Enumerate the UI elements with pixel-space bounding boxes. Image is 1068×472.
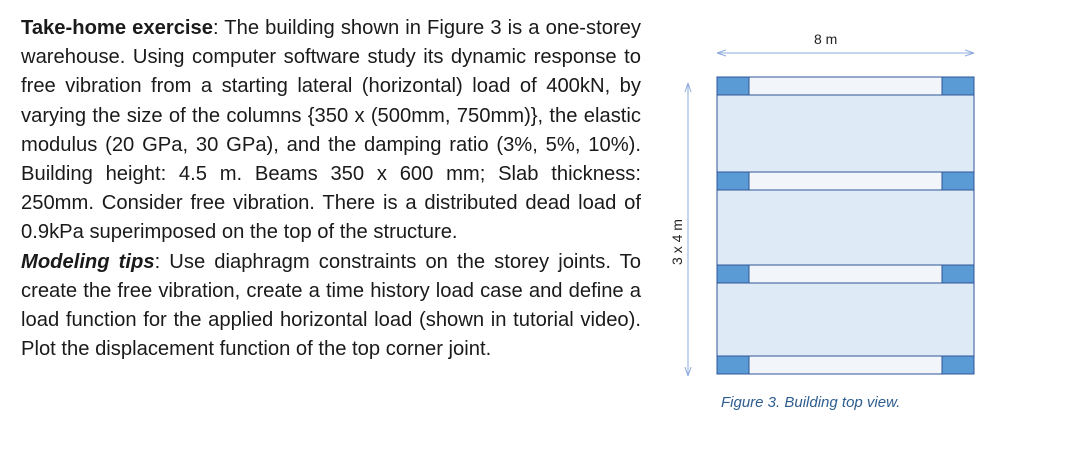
column-left-4 — [717, 356, 749, 374]
exercise-text — [21, 14, 641, 364]
slab-outline — [717, 77, 974, 374]
height-dimension-label: 3 x 4 m — [669, 219, 685, 265]
figure-caption: Figure 3. Building top view. — [721, 394, 901, 411]
beam-2 — [749, 172, 942, 190]
column-right-1 — [942, 77, 974, 95]
beam-4 — [749, 356, 942, 374]
exercise-body: : The building shown in Figure 3 is a one-storey warehouse. Using computer software study its dynamic response to free vibration from a starting lateral (horizontal) load of 400kN, by varying the size of the columns {350 x (500mm, 750mm)}, the elastic modulus (20 GPa, 30 GPa), and the damping ratio (3%, 5%, 10%). Building height: 4.5 m. Beams 350 x 600 mm; Slab thickness: 250mm. Consider free vibration. There is a distributed dead load of 0.9kPa superimposed on the top of the structure. — [21, 17, 641, 244]
beam-3 — [749, 265, 942, 283]
tips-title: Modeling tips — [21, 250, 155, 273]
column-right-4 — [942, 356, 974, 374]
column-right-3 — [942, 265, 974, 283]
tips-paragraph — [21, 248, 641, 365]
column-left-1 — [717, 77, 749, 95]
tips-body: : Use diaphragm constraints on the storey joints. To create the free vibration, create a time history load case and define a load function for the applied horizontal load (shown in tutorial video). Plot the displacement function of the top corner joint. — [21, 250, 641, 361]
exercise-title: Take-home exercise — [21, 17, 213, 39]
width-dimension-label: 8 m — [814, 31, 838, 47]
beam-1 — [749, 77, 942, 95]
column-left-2 — [717, 172, 749, 190]
column-right-2 — [942, 172, 974, 190]
column-left-3 — [717, 265, 749, 283]
exercise-paragraph — [21, 14, 641, 248]
building-top-view-figure — [660, 20, 1060, 460]
